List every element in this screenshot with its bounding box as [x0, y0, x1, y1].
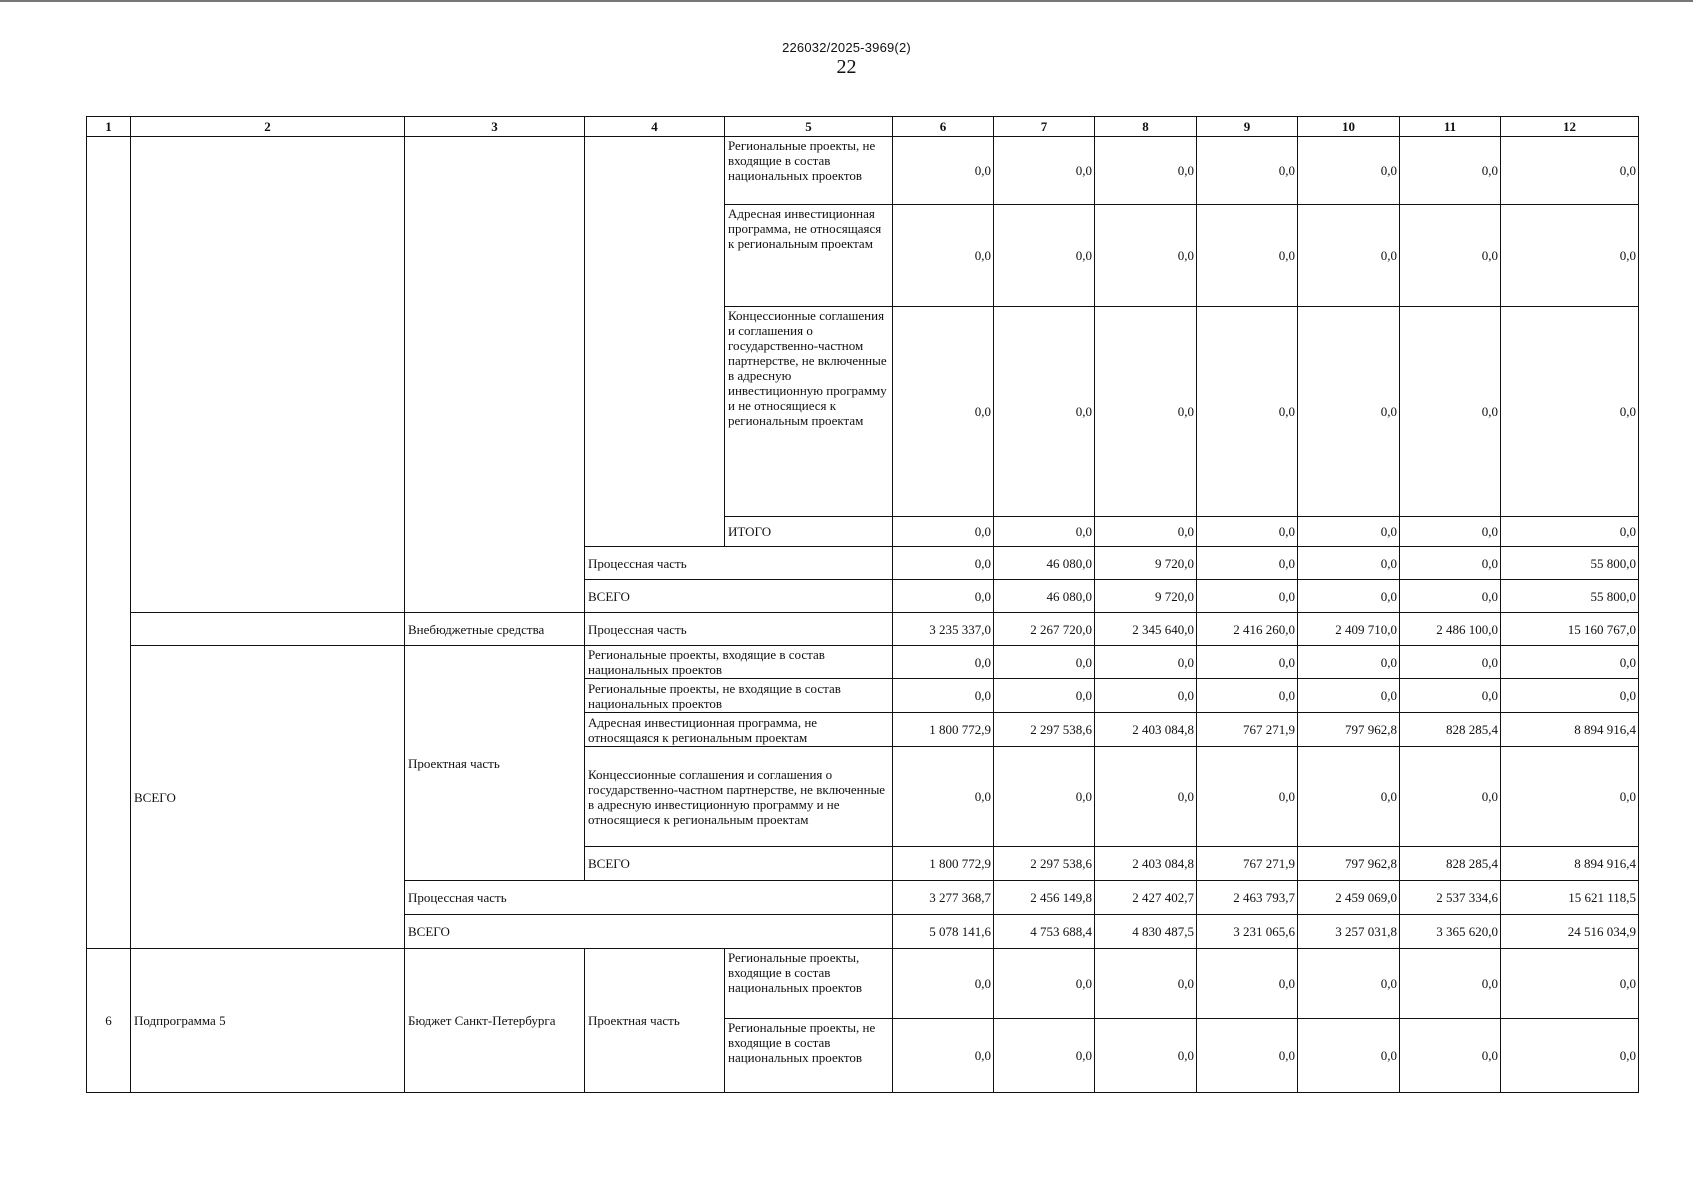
table-row: [87, 646, 1639, 679]
part-label: Проектная часть: [585, 949, 725, 1093]
value-cell: 767 271,9: [1197, 713, 1298, 747]
value-cell: 0,0: [893, 580, 994, 613]
row-label: Адресная инвестиционная программа, не относящаяся к региональным проектам: [585, 713, 893, 747]
value-cell: 55 800,0: [1501, 547, 1639, 580]
value-cell: 0,0: [893, 547, 994, 580]
value-cell: 0,0: [893, 205, 994, 307]
value-cell: 0,0: [1298, 205, 1400, 307]
value-cell: 2 459 069,0: [1298, 881, 1400, 915]
value-cell: 0,0: [1400, 646, 1501, 679]
value-cell: 0,0: [1501, 679, 1639, 713]
subprogram-name: Подпрограмма 5: [131, 949, 405, 1093]
value-cell: 0,0: [893, 517, 994, 547]
page-top-line: [0, 0, 1693, 2]
value-cell: 0,0: [1095, 679, 1197, 713]
value-cell: 0,0: [1298, 949, 1400, 1019]
value-cell: 1 800 772,9: [893, 847, 994, 881]
value-cell: 5 078 141,6: [893, 915, 994, 949]
value-cell: 2 456 149,8: [994, 881, 1095, 915]
value-cell: 2 345 640,0: [1095, 613, 1197, 646]
value-cell: 0,0: [994, 747, 1095, 847]
value-cell: 0,0: [1298, 547, 1400, 580]
value-cell: 3 277 368,7: [893, 881, 994, 915]
value-cell: 0,0: [1095, 1019, 1197, 1093]
value-cell: 0,0: [1400, 679, 1501, 713]
value-cell: 2 297 538,6: [994, 713, 1095, 747]
value-cell: 0,0: [994, 307, 1095, 517]
value-cell: 0,0: [1501, 747, 1639, 847]
value-cell: 2 403 084,8: [1095, 713, 1197, 747]
value-cell: 0,0: [1197, 747, 1298, 847]
value-cell: 2 409 710,0: [1298, 613, 1400, 646]
col-header: 2: [131, 117, 405, 137]
value-cell: 0,0: [1298, 747, 1400, 847]
value-cell: 0,0: [1095, 137, 1197, 205]
row-label: Процессная часть: [585, 613, 893, 646]
value-cell: 55 800,0: [1501, 580, 1639, 613]
value-cell: 0,0: [893, 307, 994, 517]
budget-table: [86, 116, 1639, 1093]
row-label: ВСЕГО: [405, 915, 893, 949]
value-cell: 0,0: [1095, 307, 1197, 517]
page-number: 22: [836, 56, 857, 78]
col-header: 4: [585, 117, 725, 137]
value-cell: 0,0: [1197, 517, 1298, 547]
value-cell: 0,0: [893, 679, 994, 713]
value-cell: 2 403 084,8: [1095, 847, 1197, 881]
value-cell: 46 080,0: [994, 580, 1095, 613]
value-cell: 0,0: [1298, 1019, 1400, 1093]
value-cell: 0,0: [994, 517, 1095, 547]
value-cell: 0,0: [893, 137, 994, 205]
value-cell: 0,0: [1501, 137, 1639, 205]
value-cell: 0,0: [1501, 949, 1639, 1019]
value-cell: 0,0: [1501, 307, 1639, 517]
value-cell: 0,0: [1197, 1019, 1298, 1093]
value-cell: 0,0: [1501, 205, 1639, 307]
value-cell: 797 962,8: [1298, 847, 1400, 881]
value-cell: 0,0: [1095, 949, 1197, 1019]
value-cell: 828 285,4: [1400, 713, 1501, 747]
col-header: 12: [1501, 117, 1639, 137]
value-cell: 2 267 720,0: [994, 613, 1095, 646]
value-cell: 0,0: [1197, 547, 1298, 580]
value-cell: 0,0: [1400, 949, 1501, 1019]
col-header: 6: [893, 117, 994, 137]
part-cell-empty: [585, 137, 725, 547]
value-cell: 0,0: [994, 205, 1095, 307]
value-cell: 0,0: [1197, 646, 1298, 679]
row-label: ИТОГО: [725, 517, 893, 547]
row-label: Процессная часть: [405, 881, 893, 915]
value-cell: 3 231 065,6: [1197, 915, 1298, 949]
value-cell: 3 257 031,8: [1298, 915, 1400, 949]
value-cell: 0,0: [994, 949, 1095, 1019]
col-header: 5: [725, 117, 893, 137]
value-cell: 0,0: [1400, 1019, 1501, 1093]
value-cell: 4 830 487,5: [1095, 915, 1197, 949]
name-cell-empty: [131, 137, 405, 613]
column-number-row: [87, 117, 1639, 137]
value-cell: 0,0: [1400, 205, 1501, 307]
value-cell: 0,0: [1095, 747, 1197, 847]
value-cell: 0,0: [893, 1019, 994, 1093]
value-cell: 2 537 334,6: [1400, 881, 1501, 915]
value-cell: 0,0: [1095, 205, 1197, 307]
source-cell-empty: [405, 137, 585, 613]
row-label: Региональные проекты, не входящие в состав национальных проектов: [725, 1019, 893, 1093]
value-cell: 0,0: [893, 646, 994, 679]
value-cell: 15 160 767,0: [1501, 613, 1639, 646]
value-cell: 0,0: [994, 137, 1095, 205]
value-cell: 0,0: [1197, 679, 1298, 713]
value-cell: 24 516 034,9: [1501, 915, 1639, 949]
col-header: 8: [1095, 117, 1197, 137]
value-cell: 0,0: [1298, 517, 1400, 547]
table-row: [87, 613, 1639, 646]
value-cell: 0,0: [1095, 646, 1197, 679]
col-header: 7: [994, 117, 1095, 137]
value-cell: 0,0: [1197, 580, 1298, 613]
name-cell-empty: [131, 613, 405, 646]
value-cell: 0,0: [893, 747, 994, 847]
value-cell: 0,0: [1501, 517, 1639, 547]
value-cell: 2 486 100,0: [1400, 613, 1501, 646]
row-label: Концессионные соглашения и соглашения о государственно-частном партнерстве, не включенные в адресную инвестиционную программу и не относящиеся к региональным проектам: [585, 747, 893, 847]
value-cell: 9 720,0: [1095, 580, 1197, 613]
value-cell: 1 800 772,9: [893, 713, 994, 747]
value-cell: 2 416 260,0: [1197, 613, 1298, 646]
source-cell: Внебюджетные средства: [405, 613, 585, 646]
value-cell: 3 365 620,0: [1400, 915, 1501, 949]
value-cell: 0,0: [1197, 307, 1298, 517]
col-header: 9: [1197, 117, 1298, 137]
value-cell: 15 621 118,5: [1501, 881, 1639, 915]
value-cell: 0,0: [1400, 747, 1501, 847]
row-label: ВСЕГО: [585, 580, 893, 613]
value-cell: 46 080,0: [994, 547, 1095, 580]
row-label: Региональные проекты, входящие в состав национальных проектов: [725, 949, 893, 1019]
row-label: Региональные проекты, не входящие в состав национальных проектов: [585, 679, 893, 713]
row-label: Региональные проекты, входящие в состав национальных проектов: [585, 646, 893, 679]
value-cell: 0,0: [1400, 547, 1501, 580]
value-cell: 0,0: [994, 1019, 1095, 1093]
row-label: Процессная часть: [585, 547, 893, 580]
value-cell: 0,0: [1400, 307, 1501, 517]
source-cell: Бюджет Санкт-Петербурга: [405, 949, 585, 1093]
value-cell: 0,0: [1298, 646, 1400, 679]
value-cell: 0,0: [1298, 307, 1400, 517]
value-cell: 9 720,0: [1095, 547, 1197, 580]
value-cell: 4 753 688,4: [994, 915, 1095, 949]
table-row: [87, 137, 1639, 205]
col-header: 3: [405, 117, 585, 137]
group-label: ВСЕГО: [131, 646, 405, 949]
value-cell: 0,0: [1197, 205, 1298, 307]
value-cell: 828 285,4: [1400, 847, 1501, 881]
row-label: Адресная инвестиционная программа, не относящаяся к региональным проектам: [725, 205, 893, 307]
value-cell: 0,0: [1197, 137, 1298, 205]
col-header: 1: [87, 117, 131, 137]
value-cell: 0,0: [1400, 137, 1501, 205]
value-cell: 2 297 538,6: [994, 847, 1095, 881]
value-cell: 0,0: [1400, 517, 1501, 547]
row-label: Региональные проекты, не входящие в состав национальных проектов: [725, 137, 893, 205]
value-cell: 0,0: [1298, 679, 1400, 713]
value-cell: 0,0: [1298, 580, 1400, 613]
value-cell: 0,0: [1501, 1019, 1639, 1093]
value-cell: 8 894 916,4: [1501, 847, 1639, 881]
document-id: 226032/2025-3969(2): [782, 40, 911, 55]
col-header: 11: [1400, 117, 1501, 137]
table-row: [87, 949, 1639, 1019]
part-label: Проектная часть: [405, 646, 585, 881]
row-number: 6: [87, 949, 131, 1093]
value-cell: 0,0: [994, 679, 1095, 713]
value-cell: 797 962,8: [1298, 713, 1400, 747]
num-cell-empty: [87, 137, 131, 949]
value-cell: 0,0: [1095, 517, 1197, 547]
value-cell: 0,0: [1501, 646, 1639, 679]
value-cell: 0,0: [1197, 949, 1298, 1019]
row-label: ВСЕГО: [585, 847, 893, 881]
value-cell: 0,0: [994, 646, 1095, 679]
value-cell: 767 271,9: [1197, 847, 1298, 881]
value-cell: 2 463 793,7: [1197, 881, 1298, 915]
col-header: 10: [1298, 117, 1400, 137]
row-label: Концессионные соглашения и соглашения о государственно-частном партнерстве, не включенные в адресную инвестиционную программу и не относящиеся к региональным проектам: [725, 307, 893, 517]
value-cell: 2 427 402,7: [1095, 881, 1197, 915]
value-cell: 3 235 337,0: [893, 613, 994, 646]
value-cell: 8 894 916,4: [1501, 713, 1639, 747]
value-cell: 0,0: [1400, 580, 1501, 613]
value-cell: 0,0: [893, 949, 994, 1019]
value-cell: 0,0: [1298, 137, 1400, 205]
